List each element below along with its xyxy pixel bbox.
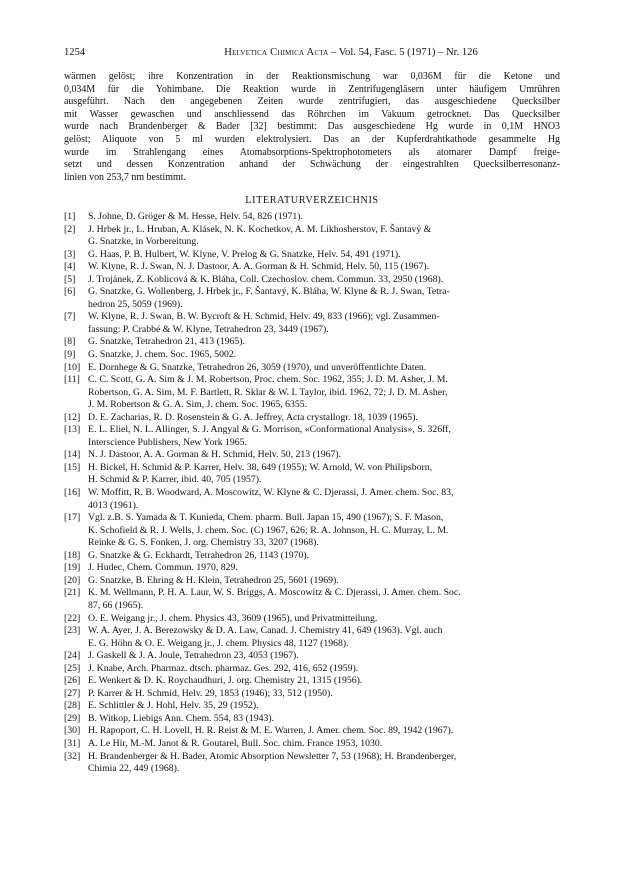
- body-line: wärmen gelöst; ihre Konzentration in der Reaktionsmischung war 0,036M für die Ketone und: [64, 71, 560, 82]
- reference-line: Vgl. z.B. S. Yamada & T. Kunieda, Chem. pharm. Bull. Japan 15, 490 (1967); S. F. Mason,: [88, 512, 444, 524]
- reference-line: J. Hudec, Chem. Commun. 1970, 829.: [88, 562, 238, 574]
- reference-text: [88, 738, 560, 751]
- reference-item: [64, 625, 560, 650]
- reference-number: [27]: [64, 687, 81, 699]
- reference-text: [88, 462, 560, 487]
- reference-number: [25]: [64, 662, 81, 674]
- reference-line: 87, 66 (1965).: [88, 599, 144, 611]
- reference-text: [88, 487, 560, 512]
- reference-list: [64, 211, 560, 776]
- reference-item: [64, 587, 560, 612]
- reference-text: [88, 249, 560, 262]
- reference-item: [64, 575, 560, 588]
- section-title: LITERATURVERZEICHNIS: [245, 195, 379, 206]
- reference-text: [88, 650, 560, 663]
- reference-number: [11]: [64, 374, 80, 386]
- reference-text: [88, 613, 560, 626]
- reference-line: P. Karrer & H. Schmid, Helv. 29, 1853 (1946); 33, 512 (1950).: [88, 687, 333, 699]
- reference-item: [64, 613, 560, 626]
- running-head: [142, 46, 560, 60]
- reference-line: D. E. Zacharias, R. D. Rosenstein & G. A. Jeffrey, Acta crystallogr. 18, 1039 (1965).: [88, 411, 418, 423]
- reference-line: E. Schlittler & J. Hohl, Helv. 35, 29 (1952).: [88, 700, 259, 712]
- reference-text: [88, 362, 560, 375]
- reference-number: [22]: [64, 612, 81, 624]
- body-line: setzt und dessen Konzentration anhand der Schwächung der eingestrahlten Quecksilberresonanz-: [64, 159, 560, 171]
- reference-item: [64, 550, 560, 563]
- reference-item: [64, 374, 560, 412]
- reference-line: G. Haas, P. B. Hulbert, W. Klyne, V. Prelog & G. Snatzke, Helv. 54, 491 (1971).: [88, 248, 401, 260]
- reference-text: [88, 512, 560, 550]
- reference-number: [24]: [64, 650, 81, 662]
- reference-line: 4013 (1961).: [88, 499, 139, 511]
- reference-item: [64, 274, 560, 287]
- reference-line: Interscience Publishers, New York 1965.: [88, 436, 247, 448]
- reference-line: fassung: P. Crabbé & W. Klyne, Tetrahedron 23, 3449 (1967).: [88, 323, 329, 335]
- reference-item: [64, 224, 560, 249]
- reference-text: [88, 562, 560, 575]
- reference-number: [21]: [64, 587, 81, 599]
- reference-line: hedron 25, 5059 (1969).: [88, 298, 183, 310]
- reference-line: J. Gaskell & J. A. Joule, Tetrahedron 23, 4053 (1967).: [88, 650, 299, 662]
- reference-line: G. Snatzke, in Vorbereitung.: [88, 236, 199, 248]
- reference-text: [88, 575, 560, 588]
- reference-text: [88, 725, 560, 738]
- reference-line: W. Klyne, R. J. Swan, N. J. Dastoor, A. A. Gorman & H. Schmid, Helv. 50, 115 (1967).: [88, 261, 430, 273]
- reference-text: [88, 675, 560, 688]
- reference-item: [64, 261, 560, 274]
- reference-number: [5]: [64, 273, 76, 285]
- reference-line: G. Snatzke, Tetrahedron 21, 413 (1965).: [88, 336, 245, 348]
- reference-number: [8]: [64, 336, 76, 348]
- reference-line: E. L. Eliel, N. L. Allinger, S. J. Angyal & G. Morrison, «Conformational Analysis», S. 326ff,: [88, 424, 451, 436]
- reference-line: E. G. Höhn & O. E. Weigang jr., J. chem. Physics 48, 1127 (1968).: [88, 637, 349, 649]
- reference-number: [6]: [64, 286, 76, 298]
- reference-text: [88, 700, 560, 713]
- reference-item: [64, 663, 560, 676]
- reference-number: [26]: [64, 675, 81, 687]
- reference-item: [64, 286, 560, 311]
- reference-number: [20]: [64, 574, 81, 586]
- reference-line: H. Schmid & P. Karrer, ibid. 40, 705 (1957).: [88, 474, 262, 486]
- reference-number: [18]: [64, 549, 81, 561]
- reference-line: K. M. Wellmann, P. H. A. Laur, W. S. Briggs, A. Moscowitz & C. Djerassi, J. Amer. chem. Soc.: [88, 587, 461, 599]
- reference-text: [88, 349, 560, 362]
- reference-text: [88, 751, 560, 776]
- reference-line: E. Dornhege & G. Snatzke, Tetrahedron 26, 3059 (1970), und unveröffentlichte Daten.: [88, 361, 427, 373]
- reference-item: [64, 700, 560, 713]
- reference-item: [64, 751, 560, 776]
- reference-text: [88, 587, 560, 612]
- reference-line: G. Snatzke, B. Ehring & H. Klein, Tetrahedron 25, 5601 (1969).: [88, 574, 339, 586]
- body-line: linien von 253,7 nm bestimmt.: [64, 171, 187, 183]
- reference-line: H. Bickel, H. Schmid & P. Karrer, Helv. 38, 649 (1955); W. Arnold, W. von Philipsborn,: [88, 461, 433, 473]
- reference-item: [64, 487, 560, 512]
- body-line: gelöst; Aliquote von 5 ml wurden elektrolysiert. Das an der Kupferdrahtkathode gesammelte Hg: [64, 133, 560, 145]
- reference-number: [32]: [64, 750, 81, 762]
- reference-text: [88, 688, 560, 701]
- reference-text: [88, 311, 560, 336]
- reference-number: [14]: [64, 449, 81, 461]
- reference-item: [64, 362, 560, 375]
- reference-line: J. Knabe, Arch. Pharmaz. dtsch. pharmaz. Ges. 292, 416, 652 (1959).: [88, 662, 359, 674]
- reference-item: [64, 675, 560, 688]
- reference-text: [88, 274, 560, 287]
- reference-number: [3]: [64, 248, 76, 260]
- reference-text: [88, 224, 560, 249]
- reference-line: W. Moffitt, R. B. Woodward, A. Moscowitz, W. Klyne & C. Djerassi, J. Amer. chem. Soc. 83,: [88, 487, 454, 499]
- body-line: mit Wasser gewaschen und anschliessend das Röhrchen im Vakuum getrocknet. Das Quecksilber: [64, 108, 560, 120]
- reference-text: [88, 261, 560, 274]
- reference-item: [64, 211, 560, 224]
- reference-line: N. J. Dastoor, A. A. Gorman & H. Schmid, Helv. 50, 213 (1967).: [88, 449, 342, 461]
- reference-item: [64, 249, 560, 262]
- reference-number: [17]: [64, 512, 81, 524]
- reference-line: H. Rapoport, C. H. Lovell, H. R. Reist & M. E. Warren, J. Amer. chem. Soc. 89, 1942 (1967).: [88, 725, 454, 737]
- journal-name: Helvetica Chimica Acta: [224, 47, 329, 58]
- journal-issue: – Vol. 54, Fasc. 5 (1971) – Nr. 126: [328, 47, 478, 58]
- reference-text: [88, 713, 560, 726]
- reference-text: [88, 286, 560, 311]
- reference-line: B. Witkop, Liebigs Ann. Chem. 554, 83 (1943).: [88, 712, 275, 724]
- reference-text: [88, 211, 560, 224]
- reference-line: O. E. Weigang jr., J. chem. Physics 43, 3609 (1965), und Privatmitteilung.: [88, 612, 378, 624]
- reference-number: [30]: [64, 725, 81, 737]
- reference-line: H. Brandenberger & H. Bader, Atomic Absorption Newsletter 7, 53 (1968); H. Brandenberger,: [88, 750, 457, 762]
- reference-line: G. Snatzke, J. chem. Soc. 1965, 5002.: [88, 349, 237, 361]
- reference-item: [64, 725, 560, 738]
- reference-number: [10]: [64, 361, 81, 373]
- reference-line: W. Klyne, R. J. Swan, B. W. Bycroft & H. Schmid, Helv. 49, 833 (1966); vgl. Zusammen-: [88, 311, 440, 323]
- reference-item: [64, 650, 560, 663]
- reference-line: Robertson, G. A. Sim, M. F. Bartlett, R. Sklar & W. I. Taylor, ibid. 1962, 72; J. D. M. Asher,: [88, 386, 448, 398]
- reference-line: G. Snatzke, G. Wollenberg, J. Hrbek jr., F. Šantavý, K. Bláha, W. Klyne & R. J. Swan, Tetra-: [88, 286, 450, 298]
- reference-number: [1]: [64, 211, 76, 222]
- reference-line: J. Hrbek jr., L. Hruban, A. Klásek, N. K. Kochetkov, A. M. Likhosherstov, F. Šantavý &: [88, 223, 432, 235]
- reference-number: [4]: [64, 261, 76, 273]
- body-line: 0,034M für die Yohimbane. Die Reaktion wurde in Zentrifugengläsern unter häufigem Umrühren: [64, 83, 560, 95]
- reference-line: E. Wenkert & D. K. Roychaudhuri, J. org. Chemistry 21, 1315 (1956).: [88, 675, 363, 687]
- reference-text: [88, 374, 560, 412]
- reference-number: [12]: [64, 411, 81, 423]
- reference-line: K. Schofield & R. J. Wells, J. chem. Soc. (C) 1967, 626; R. A. Johnson, H. C. Murray, L. M.: [88, 524, 449, 536]
- reference-line: C. C. Scott, G. A. Sim & J. M. Robertson, Proc. chem. Soc. 1962, 355; J. D. M. Asher, J. M.: [88, 374, 448, 386]
- reference-text: [88, 336, 560, 349]
- reference-item: [64, 349, 560, 362]
- reference-item: [64, 688, 560, 701]
- reference-number: [28]: [64, 700, 81, 712]
- reference-item: [64, 412, 560, 425]
- body-line: wurde nach Brandenberger & Bader [32] bestimmt: Das ausgeschiedene Hg wurde in 0,1M HNO3: [64, 121, 560, 133]
- reference-number: [2]: [64, 223, 76, 235]
- reference-number: [15]: [64, 461, 81, 473]
- reference-number: [16]: [64, 487, 81, 499]
- page-number: 1254: [64, 47, 86, 58]
- reference-number: [7]: [64, 311, 76, 323]
- page-header: [64, 46, 560, 60]
- reference-line: G. Snatzke & G. Eckhardt, Tetrahedron 26, 1143 (1970).: [88, 549, 310, 561]
- reference-line: Reinke & G. S. Fonken, J. org. Chemistry 33, 3207 (1968).: [88, 537, 319, 549]
- reference-line: J. Trojánek, Z. Koblicová & K. Bláha, Coll. Czechoslov. chem. Commun. 33, 2950 (1968).: [88, 273, 444, 285]
- reference-item: [64, 462, 560, 487]
- reference-item: [64, 562, 560, 575]
- reference-number: [13]: [64, 424, 81, 436]
- reference-line: A. Le Hir, M.-M. Janot & R. Goutarel, Bull. Soc. chim. France 1953, 1030.: [88, 737, 383, 749]
- reference-number: [19]: [64, 562, 81, 574]
- reference-line: S. Johne, D. Gröger & M. Hesse, Helv. 54, 826 (1971).: [88, 211, 303, 222]
- reference-item: [64, 512, 560, 550]
- reference-number: [29]: [64, 712, 81, 724]
- reference-number: [31]: [64, 737, 81, 749]
- body-line: wurde im Strahlengang eines Atomabsorptions-Spektrophotometers als atomarer Dampf freige-: [64, 146, 560, 158]
- methods-paragraph: [64, 71, 560, 184]
- reference-item: [64, 713, 560, 726]
- reference-line: W. A. Ayer, J. A. Berezowsky & D. A. Law, Canad. J. Chemistry 41, 649 (1963). Vgl. auch: [88, 625, 443, 637]
- reference-item: [64, 336, 560, 349]
- reference-text: [88, 663, 560, 676]
- reference-text: [88, 424, 560, 449]
- reference-item: [64, 738, 560, 751]
- body-line: ausgeführt. Nach den angegebenen Zeiten wurde zentrifugiert, das ausgeschiedene Quecksilber: [64, 96, 560, 108]
- reference-item: [64, 424, 560, 449]
- reference-number: [9]: [64, 349, 76, 361]
- reference-number: [23]: [64, 625, 81, 637]
- reference-item: [64, 449, 560, 462]
- reference-line: J. M. Robertson & G. A. Sim, J. chem. Soc. 1965, 6355.: [88, 399, 308, 411]
- reference-text: [88, 550, 560, 563]
- reference-text: [88, 449, 560, 462]
- reference-text: [88, 625, 560, 650]
- reference-item: [64, 311, 560, 336]
- reference-line: Chimia 22, 449 (1968).: [88, 763, 180, 775]
- reference-text: [88, 412, 560, 425]
